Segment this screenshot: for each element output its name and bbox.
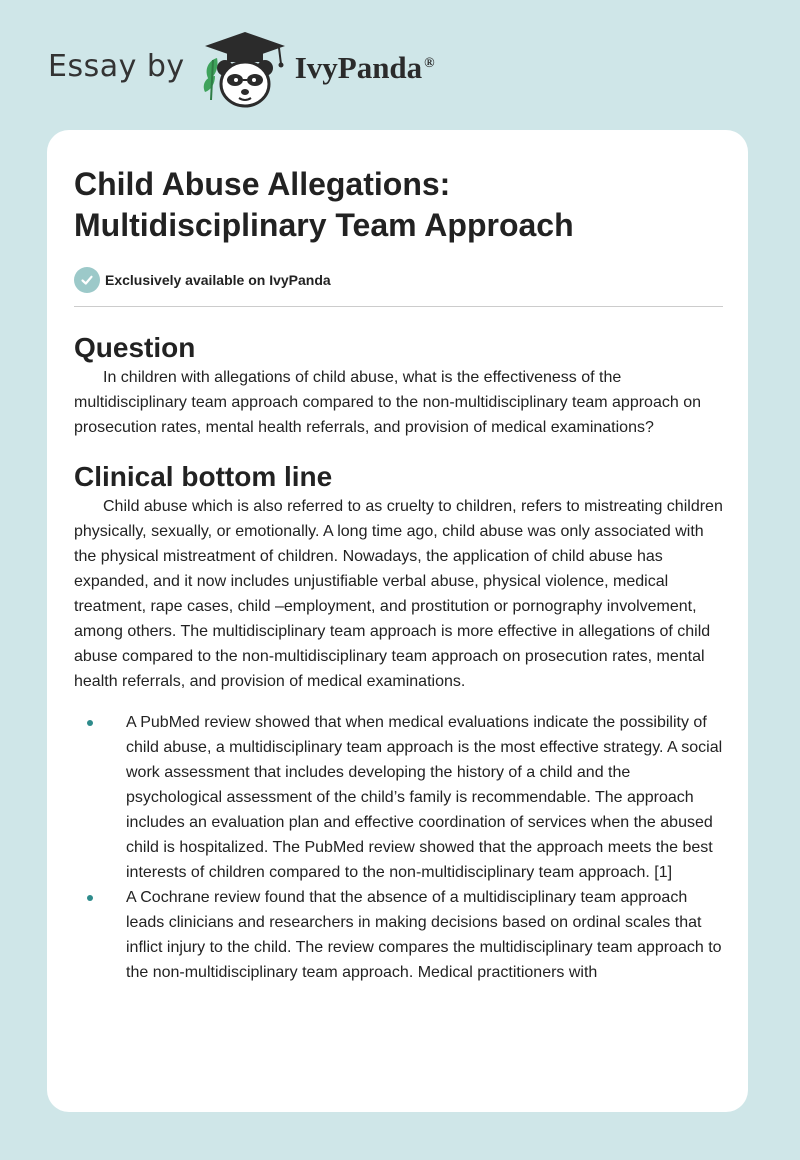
section-heading-clinical-bottom-line: Clinical bottom line [74, 461, 333, 492]
brand-name: IvyPanda ® [294, 50, 435, 85]
list-item [74, 710, 723, 885]
brand-prefix: Essay by [48, 48, 185, 84]
section-heading-question: Question [74, 332, 196, 363]
badge-text: Exclusively available on IvyPanda [105, 272, 331, 288]
title-line-2: Multidisciplinary Team Approach [74, 207, 574, 243]
evidence-list [74, 710, 723, 985]
checkmark-icon [74, 267, 100, 293]
exclusive-badge [74, 266, 723, 294]
article-title [74, 164, 723, 246]
question-paragraph: In children with allegations of child abuse, what is the effectiveness of the multidisciplinary team approach compared to the non-multidisciplinary team approach on prosecution rates, mental health referrals, and provision of medical examinations? [74, 369, 701, 436]
panda-logo-icon [199, 30, 291, 110]
list-item-text: A PubMed review showed that when medical evaluations indicate the possibility of child abuse, a multidisciplinary team approach is the most effective strategy. A social work assessment that includes developing the history of a child and the psychological assessment of the child’s family is recommendable. The approach includes an evaluation plan and effective coordination of services when the abused child is hospitalized. The PubMed review showed that the approach meets the best interests of children compared to the non-multidisciplinary team approach. [1] [126, 714, 723, 881]
divider [74, 306, 723, 307]
bullet-dot-icon [87, 895, 93, 901]
site-header-brand[interactable] [48, 30, 435, 110]
bullet-dot-icon [87, 720, 93, 726]
list-item [74, 885, 723, 985]
title-line-1: Child Abuse Allegations: [74, 166, 451, 202]
article-card [47, 130, 748, 1112]
article-content [74, 130, 723, 985]
clinical-bottom-line-paragraph: Child abuse which is also referred to as cruelty to children, refers to mistreating children physically, sexually, or emotionally. A long time ago, child abuse was only associated with the physical mistreatment of children. Nowadays, the application of child abuse has expanded, and it now includes unjustifiable verbal abuse, physical violence, medical treatment, rape cases, child –employment, and prostitution or pornography involvement, among others. The multidisciplinary team approach is more effective in allegations of child abuse compared to the non-multidisciplinary team approach on prosecution rates, mental health referrals, and provision of medical examinations. [74, 498, 723, 690]
list-item-text: A Cochrane review found that the absence of a multidisciplinary team approach leads clinicians and researchers in making decisions based on ordinal scales that inflict injury to the child. The review compares the multidisciplinary team approach to the non-multidisciplinary team approach. Medical practitioners with [126, 889, 722, 981]
